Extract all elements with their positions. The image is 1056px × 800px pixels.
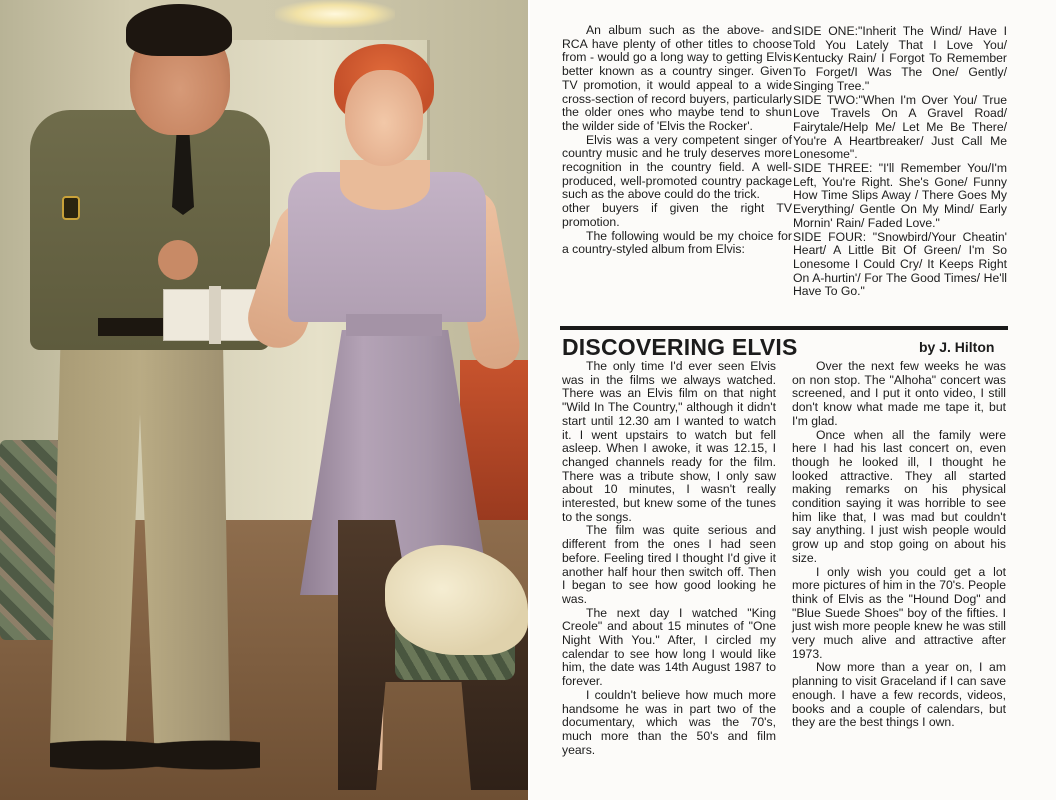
text-page [530,0,1056,800]
man-shoes [50,730,260,780]
story-column-left [562,360,776,757]
paragraph: The next day I watched "King Creole" and about 15 minutes of "One Night With You." After, I circled my calendar to see how long I would like him, the date was 14th August 1987 to forever. [562,605,776,689]
story-column-right [792,360,1006,730]
woman-face [345,70,423,166]
woman-neckline [340,160,430,210]
tracklist-side-two: SIDE TWO:"When I'm Over You/ True Love Travels On A Gravel Road/ Fairytale/Help Me/ Let Me Be There/ You're A Heartbreaker/ Just Call Me Lonesome". [793,92,1007,162]
paragraph: Elvis was a very competent singer of country music and he truly deserves more recognition in the country field. A well-produced, well-promoted country package such as the above could do the trick. [562,132,792,202]
man-shoulder-patch [62,196,80,220]
tracklist-side-three: SIDE THREE: "I'll Remember You/I'm Left, You're Right. She's Gone/ Funny How Time Slips Away / There Goes My Everything/ Gentle On My Mind/ Early Mornin' Rain/ Faded Love." [793,161,1007,230]
paragraph: The following would be my choice for a country-styled album from Elvis: [562,228,792,257]
woman-belt [346,314,442,336]
paragraph: I only wish you could get a lot more pictures of him in the 70's. People think of Elvis as the "Hound Dog" and "Blue Suede Shoes" boy of the fifties. I just wish more people knew he was still very much alive and attractive after 1973. [792,564,1006,661]
paragraph: other buyers if given the right TV promotion. [562,201,792,229]
album-intro-column [562,24,792,257]
paragraph: The only time I'd ever seen Elvis was in the films we always watched. There was an Elvis film on that night "Wild In The Country," although it didn't start until 12.30 am I wanted to watch it. I went upstairs to watch but fell asleep. When I awoke, it was 12.15, I changed channels ready for the film. There was a tribute show, I only saw about 10 minutes, I wasn't really interested, but knew some of the tunes to the songs. [562,359,776,524]
man-hair [126,4,232,56]
tracklist-side-four: SIDE FOUR: "Snowbird/Your Cheatin' Heart/ A Little Bit Of Green/ I'm So Lonesome I Could Cry/ It Keeps Right On A-hurtin'/ For The Good Times/ He'll Have To Go." [793,229,1007,299]
paragraph: Over the next few weeks he was on non stop. The "Alhoha" concert was screened, and I put it onto video, I still don't know what made me tape it, but I'm glad. [792,359,1006,428]
paragraph: I couldn't believe how much more handsome he was in part two of the documentary, which was the 70's, much more than the 50's and film years. [562,687,776,757]
photo-chandelier [275,0,395,28]
tracklist-column [793,25,1007,299]
paragraph: Now more than a year on, I am planning to visit Graceland if I can save enough. I have a few records, videos, books and a couple of calendars, but they are the best things I own. [792,660,1006,730]
tracklist-side-one: SIDE ONE:"Inherit The Wind/ Have I Told You Lately That I Love You/ Kentucky Rain/ I Forgot To Remember To Forget/I Was The One/ Gently/ Singing Tree." [793,24,1007,93]
article-byline: by J. Hilton [919,339,995,355]
paragraph: An album such as the above- and RCA have plenty of other titles to choose from - would go a long way to getting Elvis better known as a country singer. Given TV promotion, it would appeal to a wide cross-section of record buyers, particularly the older ones who maybe tend to shun the wilder side of 'Elvis the Rocker'. [562,23,792,133]
paragraph: The film was quite serious and different from the ones I had seen before. Feeling tired I thought I'd give it another half hour then switch off. Then I began to see how good looking he was. [562,523,776,606]
paragraph: Once when all the family were here I had his last concert on, even though he looked ill, I thought he looked attractive. They all started making remarks on his physical condition saying it was horrible to see him like that, I was mad but couldn't say anything. I just wish people would grow up and stop going on about his size. [792,427,1006,565]
section-divider [560,326,1008,330]
man-hand [158,240,198,280]
article-headline: DISCOVERING ELVIS [562,334,798,360]
